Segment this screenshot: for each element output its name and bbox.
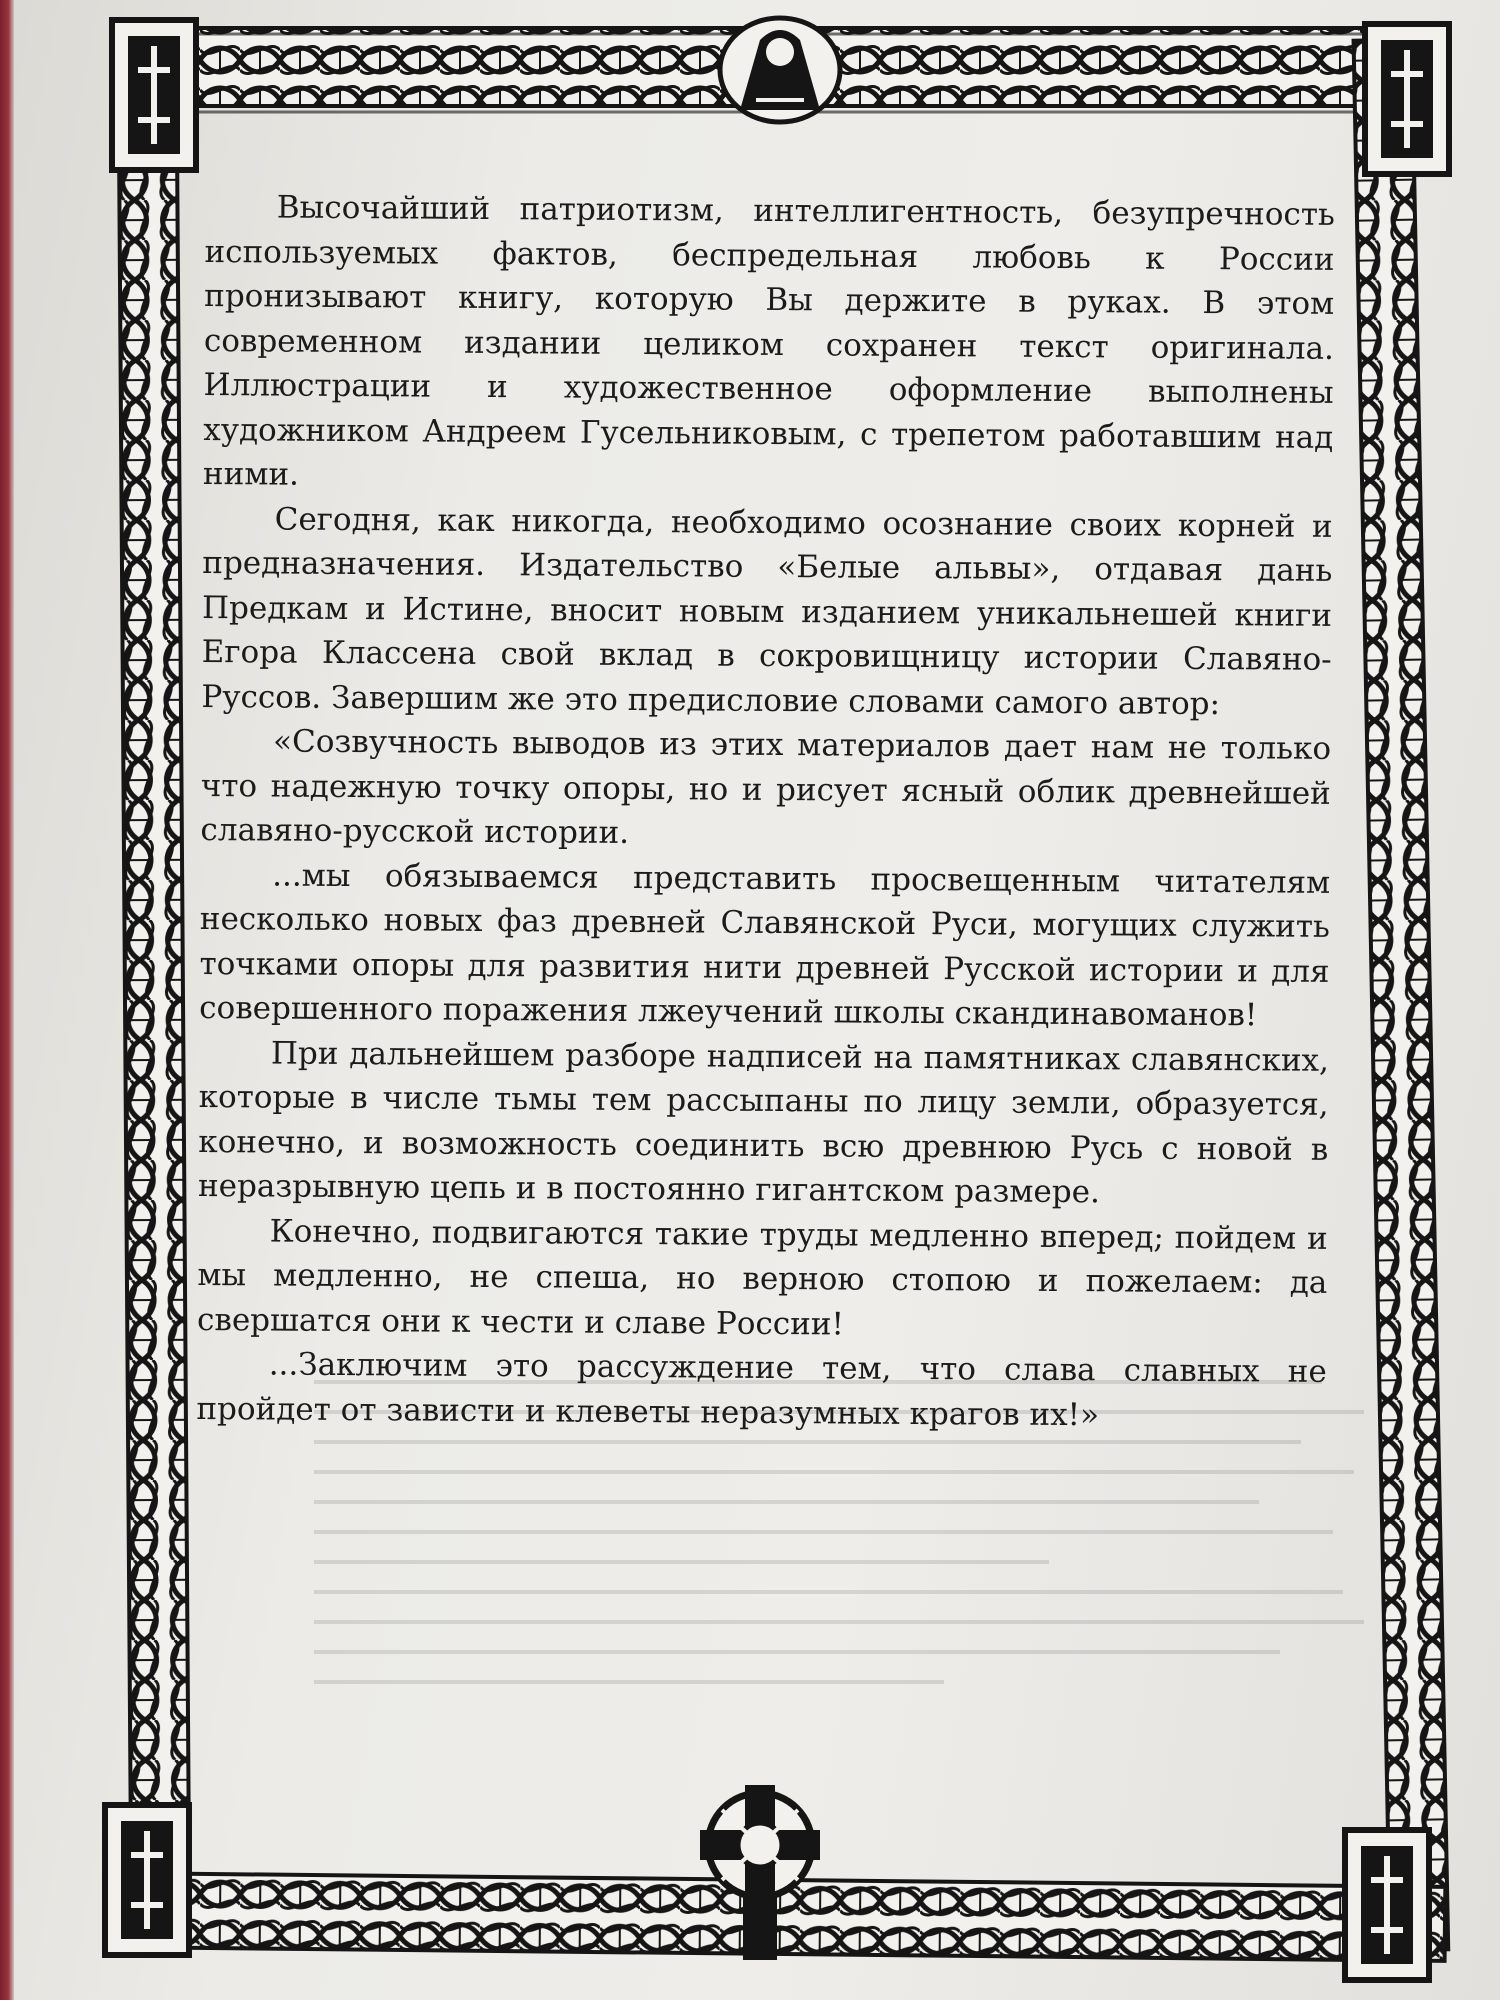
paragraph: Сегодня, как никогда, необходимо осознание своих корней и предназначения. Издательство «Белые альвы», отдавая дань Предкам и Истине, вносит новым изданием уникальнешей книги Егора Классена свой вклад в сокровищницу истории Славяно-Руссов. Завершим же это предисловие словами самого автор: (201, 500, 1333, 722)
quote-paragraph: «Созвучность выводов из этих материалов дает нам не только что надежную точку опоры, но и рисует ясный облик древнейшей славяно-русской истории. (200, 723, 1332, 851)
quote-paragraph: Конечно, подвигаются такие труды медленно вперед; пойдем и мы медленно, не спеша, но верною стопою и пожелаем: да свершатся они к чести и славе России! (196, 1212, 1328, 1342)
frame-left-border (118, 60, 189, 1940)
frame-corner-top-left (112, 20, 196, 170)
frame-right-border (1354, 40, 1449, 1951)
frame-corner-bottom-right (1345, 1830, 1429, 1980)
paragraph: Высочайший патриотизм, интеллигентность, безупречность используемых фактов, беспредельная любовь к России пронизывают книгу, которую Вы держите в руках. В этом современном издании целиком сохранен текст оригинала. Иллюстрации и художественное оформление выполнены художником Андреем Гусельниковым, с трепетом работавшим над ними. (202, 189, 1335, 493)
frame-corner-top-right (1365, 24, 1449, 174)
quote-paragraph: При дальнейшем разборе надписей на памятниках славянских, которые в числе тьмы тем рассыпаны по лицу земли, образуется, конечно, и возможность соединить всю древнюю Русь с новой в неразрывную цепь и в постоянно гигантском размере. (197, 1034, 1330, 1211)
quote-paragraph: ...Заключим это рассуждение тем, что слава славных не пройдет от зависти и клеветы неразумных крагов их!» (196, 1346, 1327, 1433)
quote-paragraph: ...мы обязываемся представить просвещенным читателям несколько новых фаз древней Славянской Руси, могущих служить точками опоры для развития нити древней Русской истории и для совершенного поражения лжеучений школы скандинавоманов! (199, 856, 1331, 1034)
top-center-ornament (720, 18, 840, 122)
frame-corner-bottom-left (105, 1805, 189, 1955)
preface-text (196, 185, 1335, 1439)
